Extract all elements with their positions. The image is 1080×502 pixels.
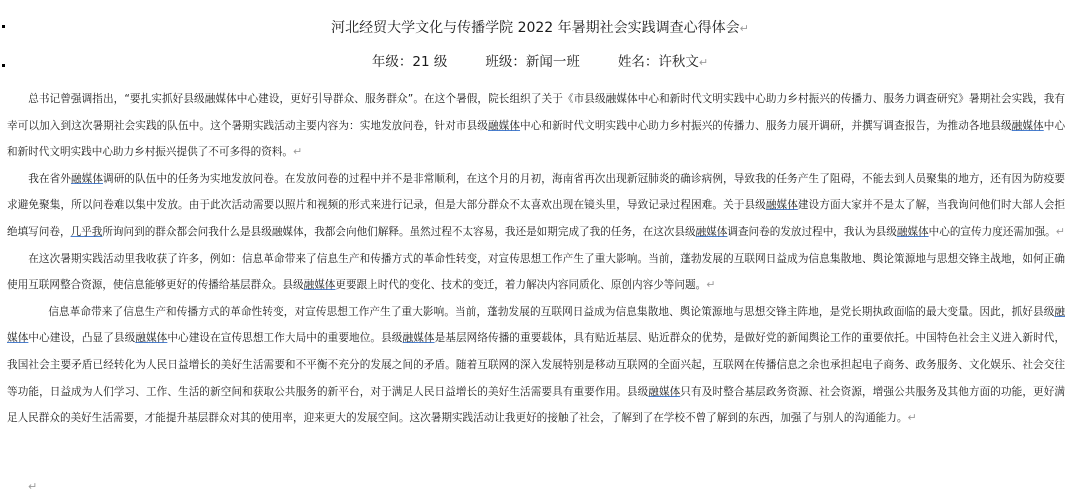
paragraph-text: 更要跟上时代的变化、技术的变迁，着力解决内容同质化、原创内容少等问题。 [335,279,707,292]
paragraph-mark-icon: ↵ [907,411,917,425]
spellcheck-underlined-term: 融媒体 [695,225,728,238]
paragraph-mark-icon: ↵ [698,56,709,69]
paragraph-mark-icon: ↵ [739,22,749,35]
paragraph-text: 是基层网络传播的重要载体，具有贴近基层、贴近群众的优势，是做好党的新闻舆论工作的重要依托。中国特色社会主义进入新时代，我国社会主要矛盾已经转化为人民日益增长的美好生活需要和不平衡不充分的发展之间的矛盾。随着互联网的深入发展特别是移动互联网的全面兴起，互联网在传播信息之余也承担起电子商务、政务服务、文化娱乐、社会交往等功能，日益成为人们学习、工作、生活的新空间和获取公共服务的新平台，对于满足人民日益增长的美好生活需要具有重要作用。县级 [7,332,1065,398]
paragraph-text: 中心建设，凸显了县级 [28,332,136,345]
paragraph-text: 中心和新时代文明实践中心助力乡村振兴提供了不可多得的资料。 [7,119,1065,159]
class-text: 班级：新闻一班 [485,54,580,70]
document-title: 河北经贸大学文化与传播学院 2022 年暑期社会实践调查心得体会 [331,20,740,36]
spellcheck-underlined-term: 融媒体 [896,225,929,238]
spellcheck-underlined-term: 融媒体 [487,119,521,132]
paragraph-text: 所询问到的群众都会问我什么是县级融媒体，我都会向他们解释。虽然过程不太容易，我还是如期完成了我的任务，在这次县级 [102,225,696,238]
paragraph-mark-icon: ↵ [1055,224,1065,238]
body-paragraph [7,166,1065,246]
grade-text: 年级：21 级 [371,54,448,70]
paragraph-text: 调研的队伍中的任务为实地发放问卷。在发放问卷的过程中并不是非常顺利，在这个月的月初，海南省再次出现新冠肺炎的确诊病例，导致我的任务产生了阻碍，不能去到人员聚集的地方，还有因为防疫要求避免聚集，所以问卷难以集中发放。由于此次活动需要以照片和视频的形式来进行记录，但是大部分群众不太喜欢出现在镜头里，导致记录过程困难。关于县级 [7,172,1065,212]
spellcheck-underlined-term: 融媒体 [765,199,798,212]
paragraph-text: 只有及时整合基层政务资源、社会资源，增强公共服务及其他方面的功能，更好满足人民群众的美好生活需要，才能提升基层群众对其的使用率，迎来更大的发展空间。这次暑期实践活动让我更好的接触了社会，了解到了在学校不曾了解到的东西，加强了与别人的沟通能力。 [7,385,1065,425]
document-body [7,86,1065,432]
paragraph-text: 建设方面大家并不是太了解，当我询问他们时大部人会拒绝填写问卷， [7,199,1065,238]
paragraph-text: 信息革命带来了信息生产和传播方式的革命性转变，对宣传思想工作产生了重大影响。当前，蓬勃发展的互联网日益成为信息集散地、舆论策源地与思想交锋主阵地，是党长期执政面临的最大变量。因此，抓好县级 [48,305,1055,318]
paragraph-mark-icon: ↵ [293,145,303,159]
paragraph-mark-icon: ↵ [706,278,716,292]
spellcheck-underlined-term: 融媒体 [402,332,435,345]
spellcheck-underlined-term: 几乎我 [70,225,103,238]
paragraph-text: 中心和新时代文明实践中心助力乡村振兴的传播力、服务力展开调研，并撰写调查报告，为推动各地县级 [520,119,1012,132]
paragraph-text: 在这次暑期实践活动里我收获了许多，例如：信息革命带来了信息生产和传播方式的革命性转变，对宣传思想工作产生了重大影响。当前，蓬勃发展的互联网日益成为信息集散地、舆论策源地与思想交锋主战地，如何正确使用互联网整合资源，使信息能够更好的传播给基层群众。县级 [7,252,1065,292]
spellcheck-underlined-term: 融媒体 [648,385,681,398]
paragraph-text: 我在省外 [28,172,71,185]
document-title-line [0,17,1080,40]
paragraph-mark-icon: ↵ [28,480,38,493]
body-paragraph [7,299,1065,432]
spellcheck-underlined-term: 融媒体 [135,332,168,345]
name-text: 姓名：许秋文 [617,54,699,70]
spellcheck-underlined-term: 融媒体 [1011,119,1044,132]
paragraph-text: 中心建设在宣传思想工作大局中的重要地位。县级 [167,332,403,345]
spellcheck-underlined-term: 融媒体 [303,279,336,292]
spellcheck-underlined-term: 融媒体 [70,172,104,185]
paragraph-text: 总书记曾强调指出，“要扎实抓好县级融媒体中心建设，更好引导群众、服务群众”。在这个暑假，院长组织了关于《市县级融媒体中心和新时代文明实践中心助力乡村振兴的传播力、服务力调查研究》暑期社会实践，我有幸可以加入到这次暑期社会实践的队伍中。这个暑期实践活动主要内容为：实地发放问卷，针对市县级 [7,93,1065,132]
body-paragraph [7,86,1065,166]
spellcheck-underlined-term: 融媒体 [7,305,1065,345]
paragraph-text: 调查问卷的发放过程中，我认为县级 [727,225,897,238]
paragraph-text: 中心的宣传力度还需加强。 [928,225,1056,238]
author-info-line [0,51,1080,74]
body-paragraph [7,246,1065,299]
